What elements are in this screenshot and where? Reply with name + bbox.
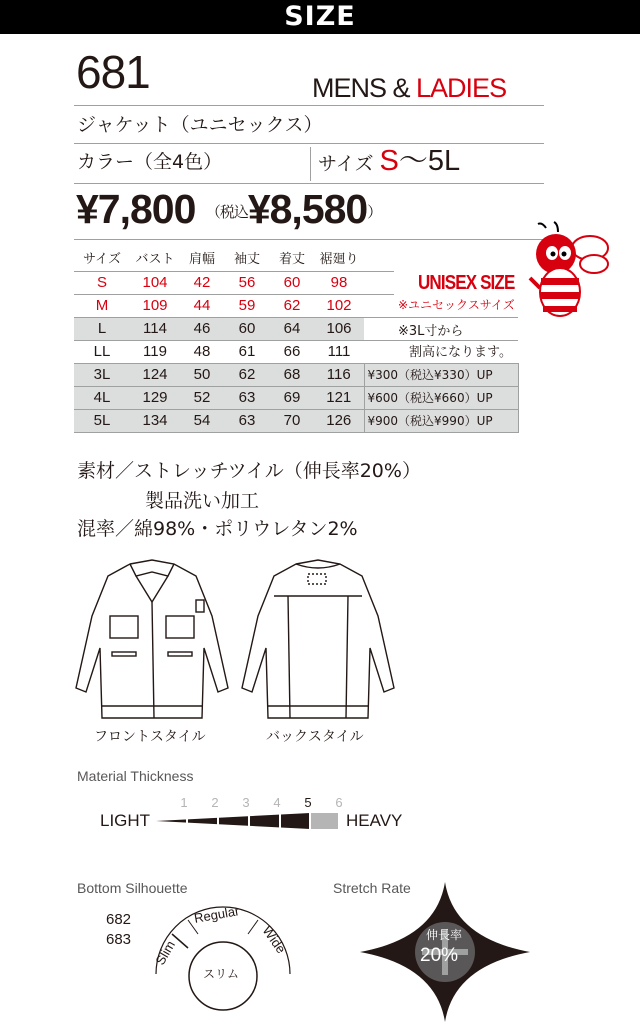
size-range bbox=[318, 144, 460, 181]
cell: 46 bbox=[180, 318, 224, 341]
tax-label: （税込 bbox=[205, 203, 248, 221]
cell: 64 bbox=[270, 318, 314, 341]
cell: 63 bbox=[224, 410, 270, 433]
jacket-front-icon bbox=[72, 556, 232, 728]
col-header: サイズ bbox=[83, 252, 121, 267]
unisex-title: UNISEX SIZE bbox=[418, 272, 515, 294]
size-to: ～5L bbox=[398, 145, 461, 177]
thickness-number: 4 bbox=[273, 795, 281, 810]
cell: 60 bbox=[224, 318, 270, 341]
upcharge: ¥600（税込¥660）UP bbox=[364, 387, 518, 410]
front-caption: フロントスタイル bbox=[94, 729, 206, 745]
cell: 59 bbox=[224, 295, 270, 318]
size-note-2: 割高になります。 bbox=[409, 345, 512, 360]
cell: 3L bbox=[74, 364, 130, 387]
cell: 124 bbox=[130, 364, 180, 387]
col-header: 袖丈 bbox=[233, 252, 260, 267]
divider bbox=[74, 143, 544, 144]
cell: 106 bbox=[314, 318, 364, 341]
cell: 62 bbox=[224, 364, 270, 387]
gender-mens: MENS & bbox=[312, 73, 417, 103]
material-line-1: 素材／ストレッチツイル（伸長率20%） bbox=[77, 460, 421, 482]
table-row bbox=[74, 387, 518, 410]
col-header: 裾廻り bbox=[319, 252, 359, 267]
cell: 109 bbox=[130, 295, 180, 318]
cell: 129 bbox=[130, 387, 180, 410]
silhouette-selected: スリム bbox=[203, 967, 240, 981]
cell: 126 bbox=[314, 410, 364, 433]
cell: 69 bbox=[270, 387, 314, 410]
material-line-3: 混率／綿98%・ポリウレタン2% bbox=[77, 518, 358, 540]
cell: 104 bbox=[130, 272, 180, 295]
bee-mascot-icon bbox=[528, 220, 610, 320]
cell: 54 bbox=[180, 410, 224, 433]
thickness-number: 2 bbox=[211, 795, 219, 810]
cell: LL bbox=[74, 341, 130, 364]
thickness-number: 3 bbox=[242, 795, 250, 810]
cell: M bbox=[74, 295, 130, 318]
cell: 60 bbox=[270, 272, 314, 295]
silhouette-regular: Regular bbox=[192, 903, 241, 926]
cell: 61 bbox=[224, 341, 270, 364]
cell: 111 bbox=[314, 341, 364, 364]
cell: 121 bbox=[314, 387, 364, 410]
close-paren: ） bbox=[367, 203, 382, 221]
unisex-sub: ※ユニセックスサイズ bbox=[398, 298, 515, 312]
cell: S bbox=[74, 272, 130, 295]
upcharge: ¥900（税込¥990）UP bbox=[364, 410, 518, 433]
divider bbox=[74, 239, 544, 240]
model-number: 681 bbox=[76, 46, 150, 98]
divider bbox=[310, 147, 311, 181]
cell: 134 bbox=[130, 410, 180, 433]
thickness-title: Material Thickness bbox=[77, 768, 194, 784]
gender-label bbox=[312, 70, 506, 106]
product-type: ジャケット（ユニセックス） bbox=[77, 114, 323, 136]
cell: 63 bbox=[224, 387, 270, 410]
thickness-number: 6 bbox=[335, 795, 343, 810]
color-count: カラー（全4色） bbox=[77, 151, 223, 173]
thickness-light: LIGHT bbox=[100, 811, 151, 830]
table-row bbox=[74, 364, 518, 387]
back-caption: バックスタイル bbox=[266, 729, 364, 745]
jacket-back-icon bbox=[238, 556, 398, 728]
cell: 48 bbox=[180, 341, 224, 364]
col-header: 肩幅 bbox=[188, 252, 215, 267]
cell: 116 bbox=[314, 364, 364, 387]
cell: 102 bbox=[314, 295, 364, 318]
cell: 52 bbox=[180, 387, 224, 410]
price bbox=[76, 180, 381, 238]
silhouette-wide: Wide bbox=[259, 923, 289, 957]
price-with-tax: ¥8,580 bbox=[247, 186, 368, 232]
stretch-title: Stretch Rate bbox=[333, 880, 411, 896]
cell: 68 bbox=[270, 364, 314, 387]
stretch-value: 20% bbox=[420, 945, 459, 966]
cell: 50 bbox=[180, 364, 224, 387]
cell: 44 bbox=[180, 295, 224, 318]
cell: 62 bbox=[270, 295, 314, 318]
cell: 114 bbox=[130, 318, 180, 341]
cell: L bbox=[74, 318, 130, 341]
model-683: 683 bbox=[106, 931, 132, 948]
size-table-header bbox=[74, 249, 518, 272]
divider bbox=[74, 105, 544, 106]
size-header: SIZE bbox=[0, 0, 640, 34]
table-row bbox=[74, 410, 518, 433]
upcharge: ¥300（税込¥330）UP bbox=[364, 364, 518, 387]
silhouette-slim: Slim bbox=[152, 938, 179, 968]
thickness-bar bbox=[156, 808, 340, 834]
col-header: バスト bbox=[135, 252, 175, 267]
silhouette-title: Bottom Silhouette bbox=[77, 880, 188, 896]
cell: 5L bbox=[74, 410, 130, 433]
thickness-heavy: HEAVY bbox=[346, 811, 403, 830]
cell: 56 bbox=[224, 272, 270, 295]
cell: 4L bbox=[74, 387, 130, 410]
material-line-2: 製品洗い加工 bbox=[145, 490, 260, 512]
cell: 70 bbox=[270, 410, 314, 433]
price-base: ¥7,800 bbox=[76, 186, 196, 232]
size-note-1: ※3L寸から bbox=[398, 324, 464, 339]
cell: 119 bbox=[130, 341, 180, 364]
size-range-label: サイズ bbox=[318, 153, 374, 175]
cell: 42 bbox=[180, 272, 224, 295]
thickness-number: 5 bbox=[304, 795, 312, 810]
thickness-number: 1 bbox=[180, 795, 188, 810]
model-682: 682 bbox=[106, 911, 132, 928]
stretch-label: 伸長率 bbox=[426, 928, 463, 942]
cell: 98 bbox=[314, 272, 364, 295]
col-header: 着丈 bbox=[278, 252, 305, 267]
size-from: S bbox=[379, 145, 399, 177]
cell: 66 bbox=[270, 341, 314, 364]
gender-ladies: LADIES bbox=[416, 73, 507, 103]
